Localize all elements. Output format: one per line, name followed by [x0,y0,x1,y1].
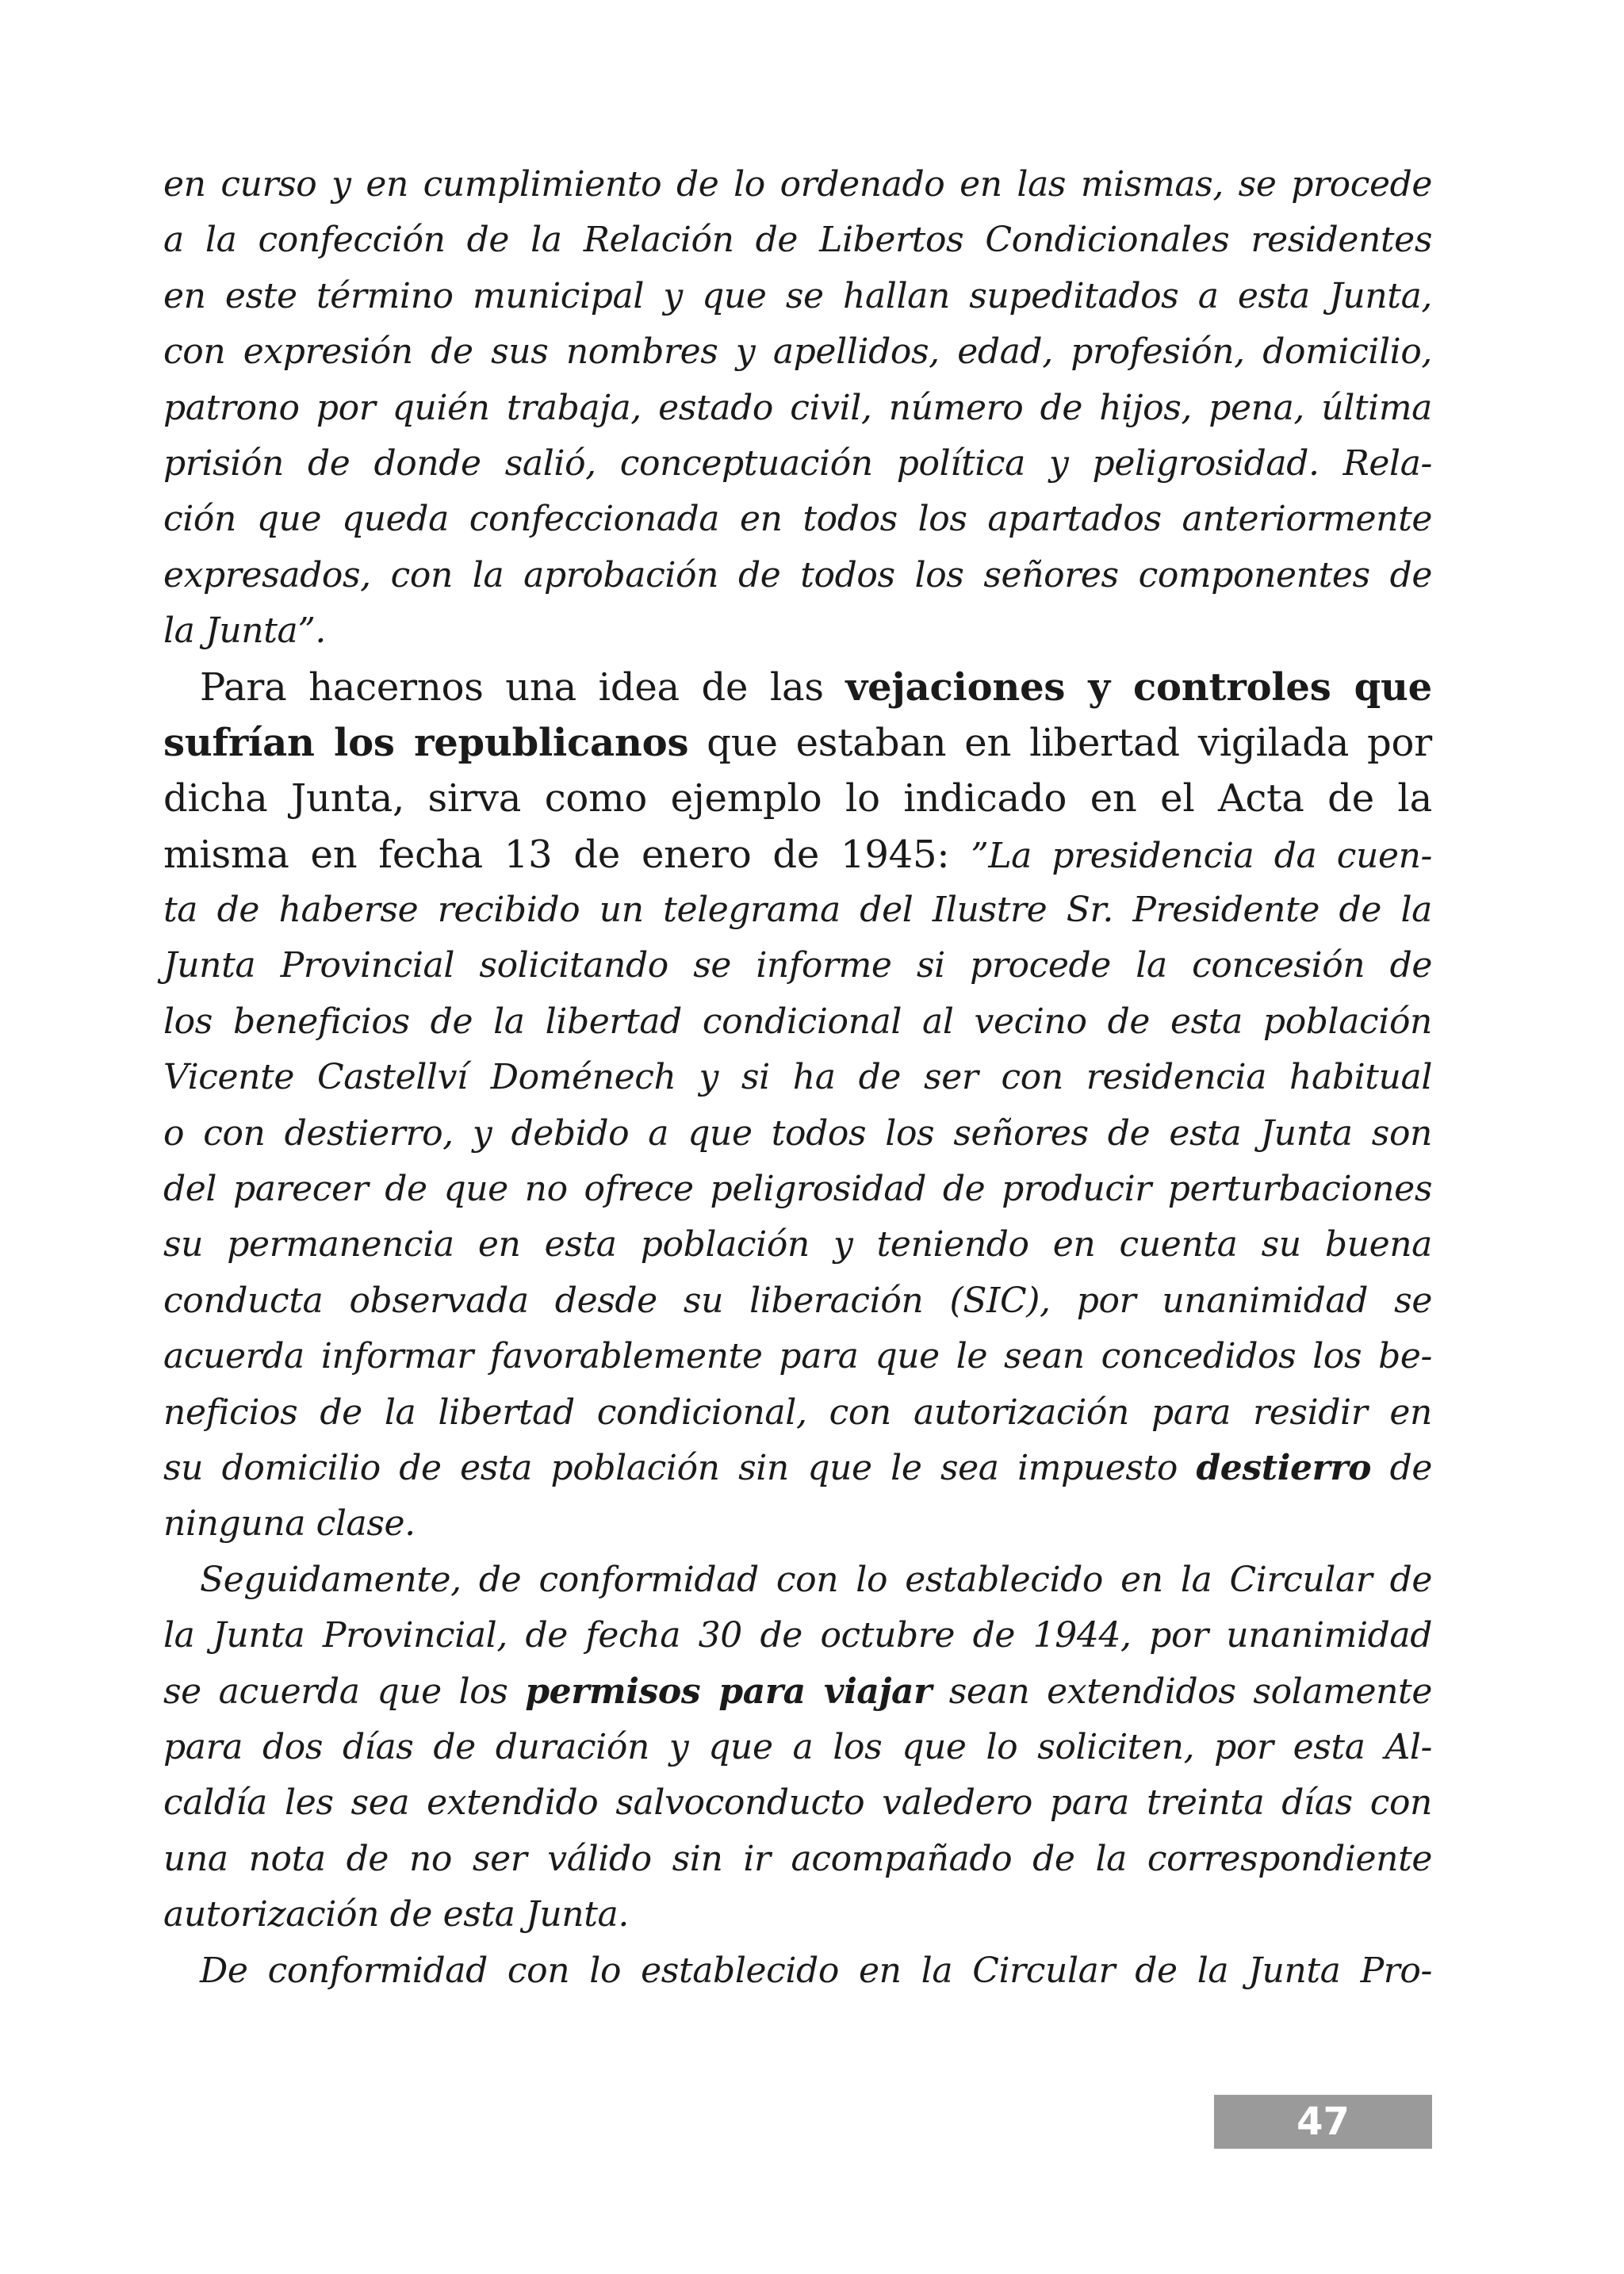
text-run: que estaban en libertad vigilada por [688,720,1433,765]
text-line [163,827,1432,882]
text-line: dicha Junta, sirva como ejemplo lo indicado en el Acta de la [163,776,1432,821]
text-run: de [1371,1447,1433,1488]
text-line: en este término municipal y que se hallan supeditados a esta Junta, [163,275,1432,316]
text-line: conducta observada desde su liberación (SIC), por unanimidad se [163,1280,1432,1321]
text-line: la Junta Provincial, de fecha 30 de octubre de 1944, por unanimidad [163,1615,1432,1656]
page-number: 47 [1297,2100,1350,2144]
quote-run: ”La presidencia da cuen- [971,835,1432,876]
text-line: patrono por quién trabaja, estado civil, número de hijos, pena, última [163,387,1432,428]
text-line: prisión de donde salió, conceptuación política y peligrosidad. Rela- [163,442,1432,484]
text-line [163,715,1432,771]
bold-phrase: destierro [1196,1447,1372,1488]
text-run: se acuerda que los [163,1671,526,1712]
text-line: Seguidamente, de conformidad con lo establecido en la Circular de [200,1559,1432,1600]
text-line [163,660,1432,715]
text-line: neficios de la libertad condicional, con autorización para residir en [163,1392,1432,1433]
text-line: en curso y en cumplimiento de lo ordenado en las mismas, se procede [163,164,1432,205]
text-line: acuerda informar favorablemente para que le sean concedidos los be- [163,1336,1432,1377]
text-line: expresados, con la aprobación de todos los señores componentes de [163,554,1432,595]
body-text [163,157,1432,1999]
bold-phrase: vejaciones y controles que [845,664,1432,710]
text-run: su domicilio de esta población sin que le sea impuesto [163,1447,1197,1488]
text-line: Vicente Castellví Doménech y si ha de ser con residencia habitual [163,1057,1432,1098]
text-line: con expresión de sus nombres y apellidos, edad, profesión, domicilio, [163,331,1432,373]
text-line: los beneficios de la libertad condicional al vecino de esta población [163,1001,1432,1042]
bold-phrase: sufrían los republicanos [163,720,689,765]
text-line: la Junta”. [163,611,327,652]
text-line: del parecer de que no ofrece peligrosidad de producir perturbaciones [163,1169,1432,1210]
text-run: sean extendidos solamente [931,1671,1432,1712]
text-line: caldía les sea extendido salvoconducto valedero para treinta días con [163,1782,1432,1824]
text-line: De conformidad con lo establecido en la Circular de la Junta Pro- [200,1950,1432,1991]
text-line: o con destierro, y debido a que todos los señores de esta Junta son [163,1112,1432,1154]
text-line: autorización de esta Junta. [163,1894,629,1935]
text-line [163,1441,1432,1496]
text-line: ninguna clase. [163,1503,416,1545]
text-line: su permanencia en esta población y teniendo en cuenta su buena [163,1224,1432,1265]
bold-phrase: permisos para viajar [525,1671,932,1712]
text-run: misma en fecha 13 de enero de 1945: [163,832,971,877]
text-line: ción que queda confeccionada en todos los apartados anteriormente [163,499,1432,540]
text-line: Junta Provincial solicitando se informe si procede la concesión de [163,945,1432,986]
text-line [163,1664,1432,1720]
text-line: a la confección de la Relación de Libertos Condicionales residentes [163,220,1432,261]
text-run: Para hacernos una idea de las [200,664,846,710]
text-line: ta de haberse recibido un telegrama del Ilustre Sr. Presidente de la [163,890,1432,931]
text-line: una nota de no ser válido sin ir acompañado de la correspondiente [163,1838,1432,1879]
text-line: para dos días de duración y que a los que lo soliciten, por esta Al- [163,1726,1432,1767]
